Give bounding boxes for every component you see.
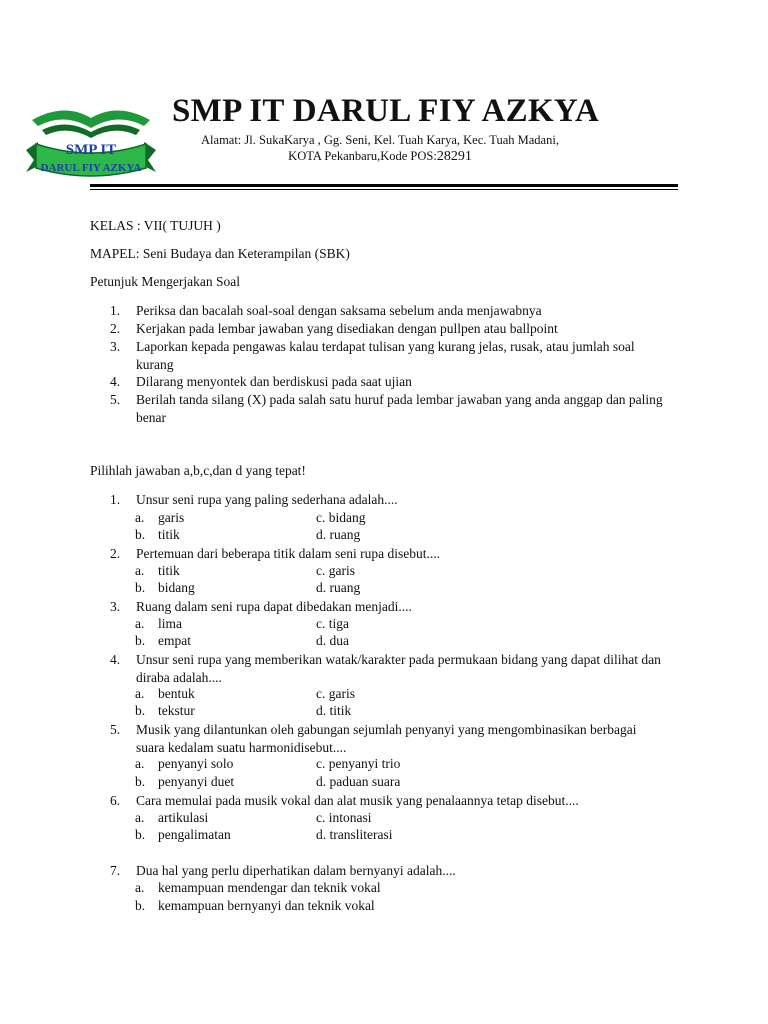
option-letter: b. (135, 827, 146, 842)
option-row (90, 510, 690, 528)
section-instruction: Pilihlah jawaban a,b,c,dan d yang tepat! (90, 463, 306, 478)
question-text: Musik yang dilantunkan oleh gabungan sejumlah penyanyi yang mengombinasikan berbagai suara kedalam suatu harmonidisebut.... (136, 722, 637, 755)
question-text: Dua hal yang perlu diperhatikan dalam bernyanyi adalah.... (136, 863, 456, 878)
question-number: 6. (110, 793, 121, 808)
question-text: Cara memulai pada musik vokal dan alat musik yang penalaannya tetap disebut.... (136, 793, 579, 808)
item-text: Dilarang menyontek dan berdiskusi pada saat ujian (136, 374, 412, 389)
item-number: 2. (110, 321, 121, 336)
option-text: pengalimatan (158, 827, 231, 842)
logo-text-bottom: DARUL FIY AZKYA (40, 162, 142, 174)
question-text: Ruang dalam seni rupa dapat dibedakan menjadi.... (136, 599, 412, 614)
option-row (90, 810, 690, 828)
header-rule-thin (90, 189, 678, 190)
option-text: d. transliterasi (316, 827, 393, 842)
question-number: 1. (110, 492, 121, 507)
item-text: Laporkan kepada pengawas kalau terdapat tulisan yang kurang jelas, rusak, atau jumlah soal kurang (136, 339, 635, 372)
option-text: d. paduan suara (316, 774, 401, 789)
option-letter: b. (135, 633, 146, 648)
option-letter: b. (135, 774, 146, 789)
option-letter: a. (135, 616, 145, 631)
option-row (90, 527, 690, 545)
option-text: titik (158, 563, 180, 578)
option-text: penyanyi duet (158, 774, 235, 789)
option-text: c. penyanyi trio (316, 756, 401, 771)
option-letter: b. (135, 527, 146, 542)
school-name: SMP IT DARUL FIY AZKYA (172, 93, 600, 129)
item-text: Berilah tanda silang (X) pada salah satu huruf pada lembar jawaban yang anda anggap dan paling benar (136, 392, 663, 425)
postal-code: 28291 (436, 149, 472, 164)
option-text: bidang (158, 580, 195, 595)
class-label: KELAS : VII( TUJUH ) (90, 218, 221, 233)
option-row (90, 827, 690, 845)
option-text: penyanyi solo (158, 756, 234, 771)
item-number: 1. (110, 303, 121, 318)
option-text: c. bidang (316, 510, 366, 525)
item-text: Kerjakan pada lembar jawaban yang disediakan dengan pullpen atau ballpoint (136, 321, 558, 336)
option-text: kemampuan bernyanyi dan teknik vokal (158, 898, 375, 913)
option-text: titik (158, 527, 180, 542)
option-text: garis (158, 510, 185, 525)
option-row (90, 703, 690, 721)
option-text: d. dua (316, 633, 349, 648)
option-text: lima (158, 616, 182, 631)
question-number: 7. (110, 863, 121, 878)
option-letter: a. (135, 756, 145, 771)
option-row (90, 616, 690, 634)
address-line-1: Alamat: Jl. SukaKarya , Gg. Seni, Kel. Tuah Karya, Kec. Tuah Madani, (201, 133, 559, 147)
option-row (90, 898, 690, 916)
option-text: c. tiga (316, 616, 349, 631)
option-row (90, 880, 690, 898)
address-line-2 (180, 148, 580, 165)
question-number: 2. (110, 546, 121, 561)
item-number: 4. (110, 374, 121, 389)
option-text: d. titik (316, 703, 352, 718)
option-row (90, 563, 690, 581)
question-text: Unsur seni rupa yang paling sederhana adalah.... (136, 492, 398, 507)
address-city: KOTA Pekanbaru,Kode POS: (288, 149, 437, 163)
logo-text-top: SMP IT (65, 142, 117, 158)
question-number: 4. (110, 652, 121, 667)
item-number: 5. (110, 392, 121, 407)
option-letter: a. (135, 810, 145, 825)
school-address (180, 132, 580, 165)
school-logo (24, 100, 158, 184)
option-letter: a. (135, 880, 145, 895)
option-text: kemampuan mendengar dan teknik vokal (158, 880, 381, 895)
option-row (90, 756, 690, 774)
option-letter: b. (135, 703, 146, 718)
option-row (90, 774, 690, 792)
item-number: 3. (110, 339, 121, 354)
option-text: c. garis (316, 686, 355, 701)
question-number: 5. (110, 722, 121, 737)
instructions-title: Petunjuk Mengerjakan Soal (90, 274, 240, 289)
option-text: d. ruang (316, 527, 361, 542)
option-letter: b. (135, 580, 146, 595)
option-letter: a. (135, 510, 145, 525)
option-letter: b. (135, 898, 146, 913)
option-text: c. garis (316, 563, 355, 578)
option-letter: a. (135, 686, 145, 701)
option-text: bentuk (158, 686, 195, 701)
item-text: Periksa dan bacalah soal-soal dengan saksama sebelum anda menjawabnya (136, 303, 542, 318)
header-rule-thick (90, 184, 678, 187)
option-row (90, 686, 690, 704)
option-text: tekstur (158, 703, 195, 718)
option-letter: a. (135, 563, 145, 578)
option-text: artikulasi (158, 810, 209, 825)
option-text: d. ruang (316, 580, 361, 595)
option-row (90, 633, 690, 651)
question-text: Pertemuan dari beberapa titik dalam seni rupa disebut.... (136, 546, 441, 561)
question-text: Unsur seni rupa yang memberikan watak/karakter pada permukaan bidang yang dapat dilihat dan diraba adalah.... (136, 652, 661, 685)
question-number: 3. (110, 599, 121, 614)
subject-label: MAPEL: Seni Budaya dan Keterampilan (SBK) (90, 246, 350, 261)
option-text: c. intonasi (316, 810, 372, 825)
option-row (90, 580, 690, 598)
option-text: empat (158, 633, 191, 648)
